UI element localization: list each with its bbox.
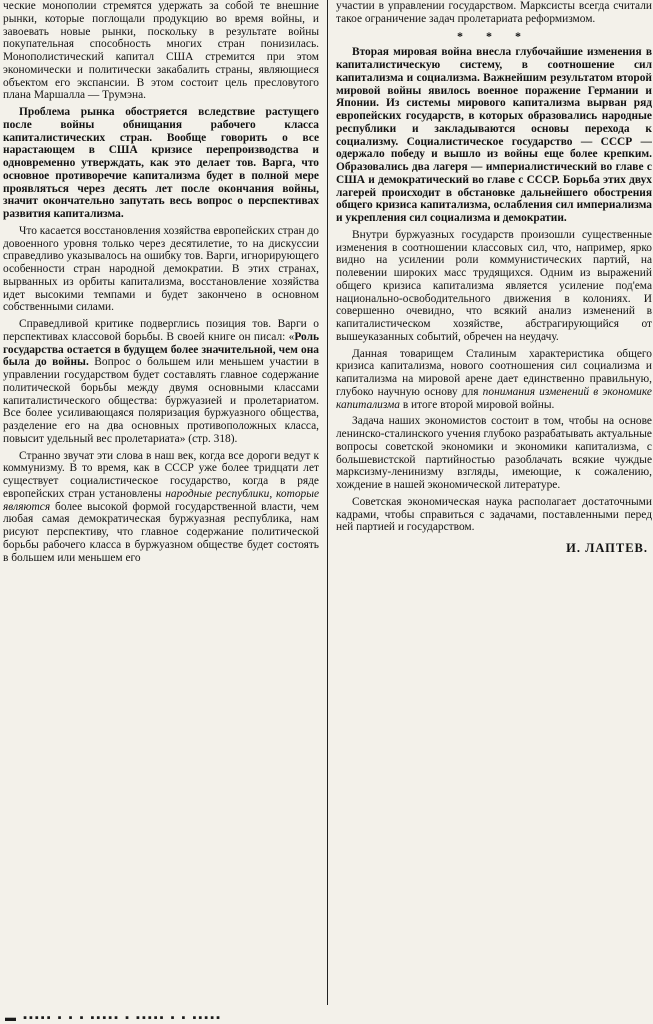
section-separator-stars: * * * <box>457 28 531 43</box>
article-column-left <box>3 0 319 1008</box>
author-signature: И. ЛАПТЕВ. <box>566 541 648 555</box>
paragraph-economists-task: Задача наших экономистов состоит в том, чтобы на основе ленинско-сталинского учения глубоко разрабатывать актуальные вопросы советской экономики и экономики капитализма, с большевистской партийностью разоблачать всякие чуждые марксизму-ленинизму взгляды, имеющие, к сожалению, хождение в нашей экономической литературе. <box>336 415 652 491</box>
paragraph-market-problem: Проблема рынка обостряется вследствие растущего после войны обнищания рабочего класса капиталистических стран. Вообще говорить о все нарастающем в США кризисе перепроизводства и одновременно утверждать, как это делает тов. Варга, что основное противоречие капитализма будет в полной мере проявляться через десять лет после окончания войны, значит окончательно запутать весь вопрос о перспективах развития капитализма. <box>3 106 319 220</box>
paragraph-second-world-war: Вторая мировая война внесла глубочайшие изменения в капиталистическую систему, в соотношение сил капитализма и социализма. Важнейшим результатом второй мировой войны явилось военное поражение Германии и Японии. Из системы мирового капитализма вырван ряд европейских государств, в которых образовались народные республики и закладываются основы перехода к социализму. Социалистическое государство — СССР — одержало победу и вышло из войны еще более крепким. Образовались два лагеря — империалистический во главе с США и демократический во главе с СССР. Борьба этих двух лагерей происходит в обстановке дальнейшего обострения общего кризиса капитализма, ослабления сил империализма и укрепления сил социализма и демократии. <box>336 46 652 224</box>
newspaper-page <box>3 0 652 1010</box>
stalin-text: Данная товарищем Сталиным характеристика общего кризиса капитализма, нового соотношения сил социализма и капитализма на мировой арене дает единственно правильную, глубоко научную основу для <box>336 347 652 398</box>
cut-off-text-strip: ▬ ▪▪▪▪▪ ▪ ▪ ▪ ▪▪▪▪▪ ▪ ▪▪▪▪▪ ▪ ▪ ▪▪▪▪▪ <box>0 1012 223 1024</box>
varga-quote-rest: Вопрос о большем или меньшем участии в управлении государством будет составлять главное содержание политической борьбы между двумя основными классами капиталистического общества: буржуазией и пролетариатом. Все более усиливающаяся поляризация буржуазного общества, разделение его на два основных противоположных класса, повысит удельный вес пролетариата» (стр. 318). <box>3 356 319 445</box>
paragraph-stalin-characterization <box>336 348 652 412</box>
paragraph-reformism: участии в управлении государством. Марксисты всегда считали такое ограничение задач пролетариата реформизмом. <box>336 0 652 25</box>
column-divider <box>327 0 328 1005</box>
understanding-changes-italic: понимания изменений в экономике капитализма <box>336 385 652 411</box>
critique-text: Справедливой критике подверглись позиция тов. Варги о перспективах классовой борьбы. В своей книге он писал: « <box>3 318 319 343</box>
paragraph-soviet-science: Советская экономическая наука располагает достаточными кадрами, чтобы справиться с задачами, поставленными перед ней партией и государством. <box>336 495 652 534</box>
article-column-right <box>336 0 652 1008</box>
strange-words-text: Странно звучат эти слова в наш век, когда все дороги ведут к коммунизму. В то время, как в СССР уже более тридцати лет существует социалистическое государство, когда в ряде европейских стран установлены <box>3 449 319 500</box>
paragraph-strange-words <box>3 450 319 565</box>
stalin-text-end: в итоге второй мировой войны. <box>399 398 555 411</box>
varga-quote-bold: Роль государства остается в будущем более значительной, чем она была до войны. <box>3 330 319 369</box>
paragraph-bourgeois-states: Внутри буржуазных государств произошли существенные изменения в соотношении классовых сил, что, например, ярко видно на усилении роли коммунистических партий, на полевении широких масс трудящихся. Одним из выражений общего кризиса капитализма является усиление под'ема национально-освободительного движения в колониях. И совершенно очевидно, что всякий анализ изменений в капиталистическом хозяйстве, абстрагирующийся от вышеуказанных событий, обречен на неудачу. <box>336 228 652 343</box>
peoples-republics-italic: народные республики, которые являются <box>3 487 319 513</box>
paragraph-markets: ческие монополии стремятся удержать за собой те внешние рынки, которые поглощали продукцию во время войны, и завоевать новые рынки, поскольку в результате войны покупательная способность многих стран понизилась. Монополистический капитал США стремится при этом экономически и политически закабалить страны, являющиеся объектом его экспансии. В этом состоит цель пресловутого плана Маршалла — Трумэна. <box>3 0 319 102</box>
paragraph-restoration: Что касается восстановления хозяйства европейских стран до довоенного уровня только через десятилетие, то на дискуссии справедливо указывалось на ошибку тов. Варги, игнорирующего особенности стран народной демократии. В этих странах, вырванных из орбиты капитализма, восстановление хозяйства идет высокими темпами и будет закончено в основном собственными силами. <box>3 224 319 314</box>
strange-words-rest: более высокой формой государственной власти, чем любая самая демократическая буржуазная республика, нам рисуют перспективу, что главное содержание политической борьбы рабочего класса в буржуазном обществе будет состоять в большем или меньшем его <box>3 500 319 564</box>
paragraph-class-struggle <box>3 318 319 446</box>
